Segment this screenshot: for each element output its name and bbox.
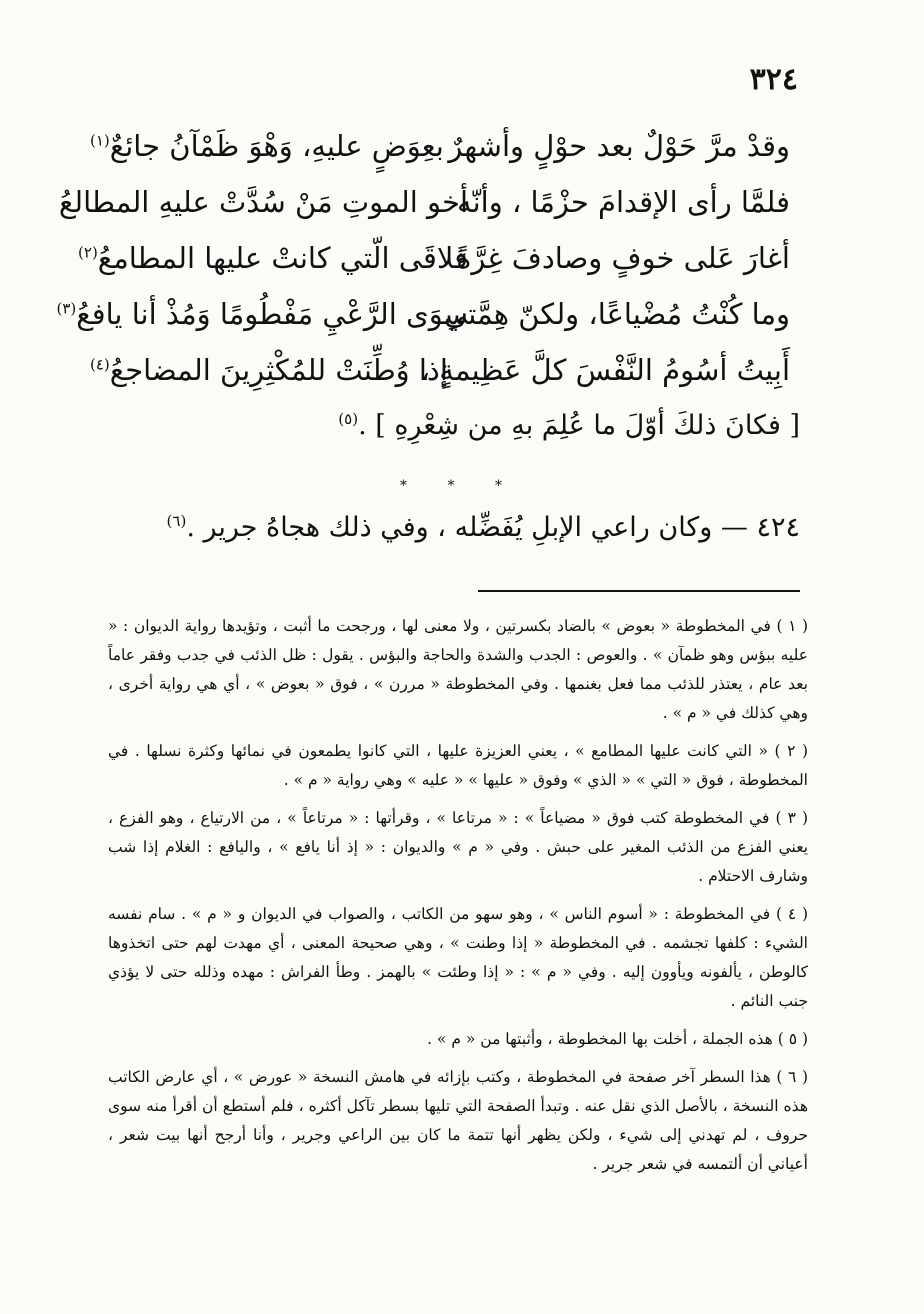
- footnote: ( ٢ ) « التي كانت عليها المطامع » ، يعني العزيزة عليها ، التي كانوا يطمعون في نمائها وكثرة نسلها . في المخطوطة ، فوق « التي » « الذي » وفوق « عليها » « عليه » وهي رواية « م » .: [108, 742, 808, 789]
- verse-second-hemistich: [90, 129, 468, 163]
- page-number: ٣٢٤: [749, 62, 798, 97]
- verse-second-text: بعِوَضٍ عليهِ، وَهْوَ ظَمْآنُ جائعٌ: [109, 129, 444, 163]
- verse-second-hemistich: [78, 241, 468, 275]
- section-heading: [166, 512, 800, 543]
- verse-second-text: أخو الموتِ مَنْ سُدَّتْ عليهِ المطالعُ: [58, 185, 468, 219]
- poem-verse: [90, 342, 790, 398]
- footnote-ref: (٥): [338, 410, 359, 428]
- footnote: ( ٥ ) هذه الجملة ، أخلت بها المخطوطة ، وأثبتها من « م » .: [427, 1030, 808, 1048]
- poem-verse: [78, 230, 790, 286]
- verse-first-hemistich: فلمَّا رأى الإقدامَ حزْمًا ، وأنّه: [457, 185, 790, 219]
- footnotes: [108, 612, 808, 1188]
- verse-second-hemistich: [58, 185, 468, 219]
- poem-verse: [90, 118, 790, 174]
- footnote-ref: (٤): [90, 355, 110, 374]
- footnote: ( ٤ ) في المخطوطة : « أسوم الناس » ، وهو سهو من الكاتب ، والصواب في الديوان و « م » . سام نفسه الشيء : كلفها تجشمه . في المخطوطة « إذا وطنت » ، وهي صحيحة المعنى ، أي مهدت لهم حتى اتخذوها كالوطن ، يألفونه ويأوون إليه . وفي « م » : « إذا وطئت » بالهمز . وطأ الفراش : مهده وذلله حتى لا يؤذي جنب النائم .: [108, 905, 808, 1010]
- footnote-ref: (١): [90, 131, 110, 150]
- verse-first-hemistich: أغارَ عَلى خوفٍ وصادفَ غِرَّةً: [456, 241, 790, 275]
- footnote-ref: (٦): [166, 512, 187, 530]
- footnote-ref: (٢): [78, 243, 98, 262]
- verse-second-text: سِوَى الرَّعْيِ مَفْطُومًا وَمُذْ أنا يافعُ: [76, 297, 468, 331]
- closing-text: [ فكانَ ذلكَ أوّلَ ما عُلِمَ بهِ من شِعْرِهِ ] .: [358, 410, 800, 441]
- verse-second-text: إذا وُطِّنَتْ للمُكْثِرِينَ المضاجعُ: [109, 353, 448, 387]
- poem-verse: [58, 174, 790, 230]
- verse-first-hemistich: وما كُنْتُ مُضْياعًا، ولكنّ هِمَّتي: [444, 297, 790, 331]
- verse-first-hemistich: أَبِيتُ أسُومُ النَّفْسَ كلَّ عَظِيمةٍ ،: [420, 353, 790, 387]
- footnote-ref: (٣): [56, 299, 77, 318]
- section-text: ٤٢٤ — وكان راعي الإبلِ يُفَضِّله ، وفي ذلك هجاهُ جرير .: [186, 512, 800, 543]
- verse-second-hemistich: [90, 353, 468, 387]
- verse-first-hemistich: وقدْ مرَّ حَوْلٌ بعد حوْلٍ وأشهرٌ: [448, 129, 790, 163]
- poem-verse: [56, 286, 790, 342]
- verse-second-hemistich: [56, 297, 468, 331]
- footnote: ( ١ ) في المخطوطة « بعوض » بالضاد بكسرتين ، ولا معنى لها ، ورجحت ما أثبت ، وتؤيدها رواية الديوان : « عليه ببؤس وهو ظمآن » . والعوص : الجدب والشدة والحاجة والبؤس . يقول : ظل الذئب في جدب وفقر عاماً بعد عام ، يعتذر للذئب مما فعل بغنمها . وفي المخطوطة « مررن » ، فوق « بعوض » ، أي هي رواية أخرى ، وهي كذلك في « م » .: [108, 617, 809, 722]
- footnote: ( ٣ ) في المخطوطة كتب فوق « مضياعاً » : « مرتاعا » ، وقرأتها : « مرتاعاً » ، من الارتياع ، وهو الفزع ، يعني الفزع من الذئب المغير على حبش . وفي « م » والديوان : « إذ أنا يافع » ، واليافع : الغلام إذا شب وشارف الاحتلام .: [108, 809, 808, 885]
- verse-second-text: فلاقَى الّتي كانتْ عليها المطامعُ: [97, 241, 468, 275]
- footnote-divider: [478, 590, 800, 592]
- poem: [56, 118, 790, 398]
- footnote: ( ٦ ) هذا السطر آخر صفحة في المخطوطة ، وكتب بإزائه في هامش النسخة « عورض » ، أي عارض الكاتب هذه النسخة ، بالأصل الذي نقل عنه . وتبدأ الصفحة التي تليها بسطر تآكل أكثره ، فلم أستطع أن أقرأ منه سوى حروف ، لم تهدني إلى شيء ، ولكن يظهر أنها تتمة ما كان بين الراعي وجرير ، وأنا أرجح أنها بيت شعر ، أعياني أن ألتمسه في شعر جرير .: [108, 1068, 808, 1173]
- closing-line: [330, 410, 800, 441]
- section-separator: * * *: [400, 478, 520, 494]
